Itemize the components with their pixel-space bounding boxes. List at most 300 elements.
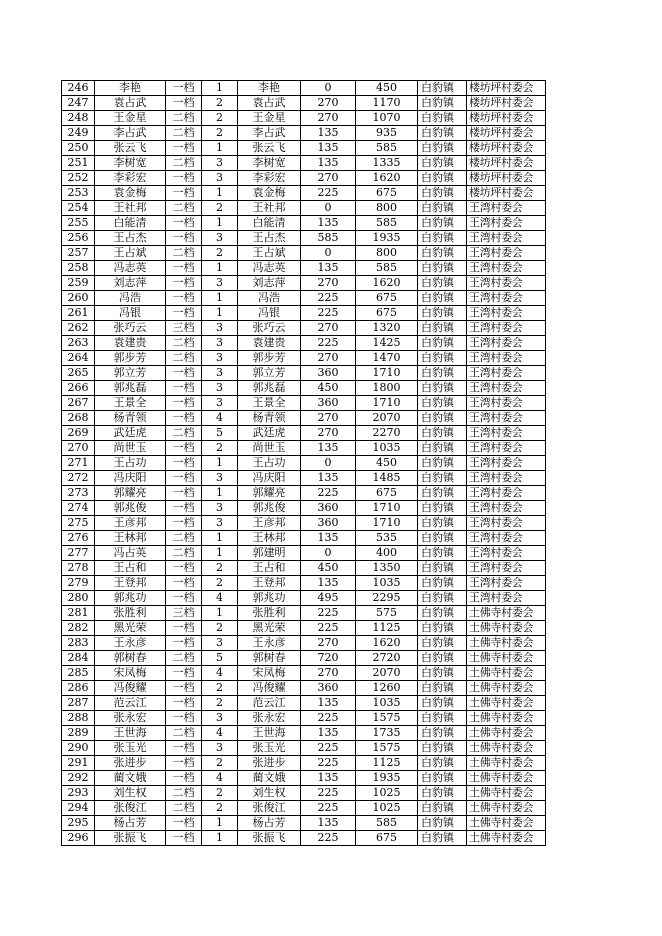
table-row [62, 216, 546, 231]
town-cell: 白豹镇 [418, 711, 467, 726]
table-row [62, 471, 546, 486]
member-count-cell: 1 [202, 456, 238, 471]
town-cell: 白豹镇 [418, 591, 467, 606]
member-count-cell: 2 [202, 201, 238, 216]
village-committee-cell: 王湾村委会 [467, 366, 546, 381]
extra-amount-cell: 0 [301, 546, 356, 561]
village-committee-cell: 楼坊坪村委会 [467, 186, 546, 201]
recipient-name-cell: 宋凤梅 [238, 666, 301, 681]
extra-amount-cell: 360 [301, 516, 356, 531]
tier-cell: 二档 [166, 546, 202, 561]
extra-amount-cell: 225 [301, 711, 356, 726]
extra-amount-cell: 450 [301, 381, 356, 396]
table-row [62, 426, 546, 441]
member-count-cell: 5 [202, 426, 238, 441]
town-cell: 白豹镇 [418, 576, 467, 591]
total-amount-cell: 1260 [356, 681, 418, 696]
household-head-cell: 王金星 [95, 111, 166, 126]
member-count-cell: 3 [202, 351, 238, 366]
table-row [62, 696, 546, 711]
tier-cell: 一档 [166, 741, 202, 756]
member-count-cell: 3 [202, 636, 238, 651]
town-cell: 白豹镇 [418, 696, 467, 711]
household-head-cell: 宋凤梅 [95, 666, 166, 681]
tier-cell: 一档 [166, 141, 202, 156]
table-row [62, 516, 546, 531]
member-count-cell: 1 [202, 831, 238, 846]
member-count-cell: 3 [202, 366, 238, 381]
recipient-name-cell: 冯志英 [238, 261, 301, 276]
extra-amount-cell: 0 [301, 456, 356, 471]
tier-cell: 一档 [166, 291, 202, 306]
member-count-cell: 2 [202, 96, 238, 111]
total-amount-cell: 1710 [356, 366, 418, 381]
extra-amount-cell: 270 [301, 636, 356, 651]
village-committee-cell: 楼坊坪村委会 [467, 111, 546, 126]
member-count-cell: 1 [202, 81, 238, 96]
tier-cell: 二档 [166, 336, 202, 351]
table-row [62, 456, 546, 471]
village-committee-cell: 王湾村委会 [467, 216, 546, 231]
table-row [62, 591, 546, 606]
row-number-cell: 273 [62, 486, 95, 501]
total-amount-cell: 2270 [356, 426, 418, 441]
extra-amount-cell: 720 [301, 651, 356, 666]
table-row [62, 786, 546, 801]
total-amount-cell: 1620 [356, 276, 418, 291]
town-cell: 白豹镇 [418, 291, 467, 306]
table-row [62, 621, 546, 636]
tier-cell: 二档 [166, 426, 202, 441]
town-cell: 白豹镇 [418, 681, 467, 696]
extra-amount-cell: 225 [301, 336, 356, 351]
village-committee-cell: 王湾村委会 [467, 576, 546, 591]
extra-amount-cell: 270 [301, 111, 356, 126]
recipient-name-cell: 王彦邦 [238, 516, 301, 531]
recipient-name-cell: 张进步 [238, 756, 301, 771]
table-row [62, 336, 546, 351]
member-count-cell: 3 [202, 171, 238, 186]
recipient-name-cell: 蔺文娥 [238, 771, 301, 786]
row-number-cell: 277 [62, 546, 95, 561]
row-number-cell: 256 [62, 231, 95, 246]
town-cell: 白豹镇 [418, 471, 467, 486]
row-number-cell: 286 [62, 681, 95, 696]
tier-cell: 一档 [166, 816, 202, 831]
member-count-cell: 2 [202, 111, 238, 126]
recipient-name-cell: 王占杰 [238, 231, 301, 246]
table-row [62, 306, 546, 321]
extra-amount-cell: 270 [301, 276, 356, 291]
tier-cell: 二档 [166, 111, 202, 126]
village-committee-cell: 王湾村委会 [467, 231, 546, 246]
member-count-cell: 2 [202, 561, 238, 576]
extra-amount-cell: 135 [301, 441, 356, 456]
tier-cell: 二档 [166, 726, 202, 741]
row-number-cell: 284 [62, 651, 95, 666]
total-amount-cell: 675 [356, 291, 418, 306]
total-amount-cell: 800 [356, 201, 418, 216]
table-row [62, 111, 546, 126]
household-head-cell: 李占武 [95, 126, 166, 141]
tier-cell: 一档 [166, 636, 202, 651]
total-amount-cell: 585 [356, 141, 418, 156]
row-number-cell: 270 [62, 441, 95, 456]
household-head-cell: 李彩宏 [95, 171, 166, 186]
total-amount-cell: 585 [356, 216, 418, 231]
village-committee-cell: 土佛寺村委会 [467, 726, 546, 741]
village-committee-cell: 王湾村委会 [467, 456, 546, 471]
tier-cell: 二档 [166, 651, 202, 666]
town-cell: 白豹镇 [418, 201, 467, 216]
tier-cell: 一档 [166, 96, 202, 111]
household-head-cell: 郭耀亮 [95, 486, 166, 501]
row-number-cell: 280 [62, 591, 95, 606]
tier-cell: 一档 [166, 186, 202, 201]
table-row [62, 606, 546, 621]
recipient-name-cell: 刘生权 [238, 786, 301, 801]
village-committee-cell: 土佛寺村委会 [467, 666, 546, 681]
extra-amount-cell: 135 [301, 696, 356, 711]
row-number-cell: 290 [62, 741, 95, 756]
recipient-name-cell: 杨占芳 [238, 816, 301, 831]
tier-cell: 一档 [166, 441, 202, 456]
town-cell: 白豹镇 [418, 831, 467, 846]
town-cell: 白豹镇 [418, 381, 467, 396]
village-committee-cell: 王湾村委会 [467, 261, 546, 276]
extra-amount-cell: 225 [301, 621, 356, 636]
row-number-cell: 282 [62, 621, 95, 636]
extra-amount-cell: 225 [301, 756, 356, 771]
household-head-cell: 郭兆功 [95, 591, 166, 606]
tier-cell: 一档 [166, 756, 202, 771]
town-cell: 白豹镇 [418, 351, 467, 366]
tier-cell: 二档 [166, 156, 202, 171]
row-number-cell: 278 [62, 561, 95, 576]
household-head-cell: 尚世玉 [95, 441, 166, 456]
table-row [62, 756, 546, 771]
total-amount-cell: 1335 [356, 156, 418, 171]
table-row [62, 186, 546, 201]
member-count-cell: 1 [202, 261, 238, 276]
household-head-cell: 张胜利 [95, 606, 166, 621]
member-count-cell: 2 [202, 786, 238, 801]
tier-cell: 二档 [166, 531, 202, 546]
tier-cell: 二档 [166, 246, 202, 261]
row-number-cell: 291 [62, 756, 95, 771]
member-count-cell: 2 [202, 621, 238, 636]
table-row [62, 276, 546, 291]
row-number-cell: 259 [62, 276, 95, 291]
total-amount-cell: 450 [356, 456, 418, 471]
total-amount-cell: 1035 [356, 696, 418, 711]
household-head-cell: 冯庆阳 [95, 471, 166, 486]
extra-amount-cell: 135 [301, 126, 356, 141]
tier-cell: 三档 [166, 321, 202, 336]
town-cell: 白豹镇 [418, 186, 467, 201]
village-committee-cell: 王湾村委会 [467, 516, 546, 531]
village-committee-cell: 土佛寺村委会 [467, 681, 546, 696]
household-head-cell: 袁占武 [95, 96, 166, 111]
table-row [62, 576, 546, 591]
table-row [62, 171, 546, 186]
total-amount-cell: 675 [356, 306, 418, 321]
member-count-cell: 2 [202, 756, 238, 771]
table-row [62, 831, 546, 846]
town-cell: 白豹镇 [418, 606, 467, 621]
village-committee-cell: 王湾村委会 [467, 486, 546, 501]
village-committee-cell: 王湾村委会 [467, 336, 546, 351]
recipient-name-cell: 王占功 [238, 456, 301, 471]
total-amount-cell: 1710 [356, 501, 418, 516]
household-head-cell: 王占和 [95, 561, 166, 576]
total-amount-cell: 675 [356, 486, 418, 501]
table-row [62, 636, 546, 651]
recipient-name-cell: 杨青领 [238, 411, 301, 426]
tier-cell: 一档 [166, 171, 202, 186]
household-head-cell: 杨青领 [95, 411, 166, 426]
tier-cell: 一档 [166, 471, 202, 486]
member-count-cell: 3 [202, 516, 238, 531]
total-amount-cell: 2295 [356, 591, 418, 606]
recipient-name-cell: 郭步芳 [238, 351, 301, 366]
tier-cell: 二档 [166, 801, 202, 816]
total-amount-cell: 935 [356, 126, 418, 141]
household-head-cell: 郭兆俊 [95, 501, 166, 516]
village-committee-cell: 土佛寺村委会 [467, 801, 546, 816]
town-cell: 白豹镇 [418, 501, 467, 516]
roster-table [61, 80, 546, 846]
member-count-cell: 2 [202, 681, 238, 696]
recipient-name-cell: 王世海 [238, 726, 301, 741]
household-head-cell: 郭树春 [95, 651, 166, 666]
household-head-cell: 黑光荣 [95, 621, 166, 636]
household-head-cell: 郭兆磊 [95, 381, 166, 396]
total-amount-cell: 1035 [356, 441, 418, 456]
village-committee-cell: 王湾村委会 [467, 561, 546, 576]
row-number-cell: 253 [62, 186, 95, 201]
row-number-cell: 263 [62, 336, 95, 351]
village-committee-cell: 王湾村委会 [467, 351, 546, 366]
extra-amount-cell: 360 [301, 501, 356, 516]
row-number-cell: 264 [62, 351, 95, 366]
household-head-cell: 冯银 [95, 306, 166, 321]
village-committee-cell: 王湾村委会 [467, 201, 546, 216]
recipient-name-cell: 李艳 [238, 81, 301, 96]
member-count-cell: 2 [202, 246, 238, 261]
member-count-cell: 2 [202, 696, 238, 711]
recipient-name-cell: 冯银 [238, 306, 301, 321]
extra-amount-cell: 135 [301, 156, 356, 171]
household-head-cell: 郭立芳 [95, 366, 166, 381]
tier-cell: 三档 [166, 606, 202, 621]
total-amount-cell: 1710 [356, 396, 418, 411]
table-row [62, 651, 546, 666]
extra-amount-cell: 270 [301, 321, 356, 336]
recipient-name-cell: 李树宽 [238, 156, 301, 171]
member-count-cell: 1 [202, 291, 238, 306]
total-amount-cell: 1320 [356, 321, 418, 336]
recipient-name-cell: 郭兆俊 [238, 501, 301, 516]
table-row [62, 801, 546, 816]
table-row [62, 396, 546, 411]
household-head-cell: 张玉光 [95, 741, 166, 756]
recipient-name-cell: 袁建贵 [238, 336, 301, 351]
member-count-cell: 4 [202, 666, 238, 681]
total-amount-cell: 1025 [356, 786, 418, 801]
recipient-name-cell: 王金星 [238, 111, 301, 126]
tier-cell: 一档 [166, 396, 202, 411]
total-amount-cell: 1350 [356, 561, 418, 576]
extra-amount-cell: 225 [301, 786, 356, 801]
table-row [62, 561, 546, 576]
recipient-name-cell: 冯浩 [238, 291, 301, 306]
row-number-cell: 288 [62, 711, 95, 726]
table-row [62, 126, 546, 141]
member-count-cell: 3 [202, 471, 238, 486]
village-committee-cell: 楼坊坪村委会 [467, 81, 546, 96]
member-count-cell: 3 [202, 741, 238, 756]
member-count-cell: 3 [202, 711, 238, 726]
row-number-cell: 255 [62, 216, 95, 231]
tier-cell: 一档 [166, 576, 202, 591]
village-committee-cell: 王湾村委会 [467, 246, 546, 261]
row-number-cell: 262 [62, 321, 95, 336]
total-amount-cell: 675 [356, 186, 418, 201]
member-count-cell: 5 [202, 651, 238, 666]
town-cell: 白豹镇 [418, 636, 467, 651]
household-head-cell: 袁金梅 [95, 186, 166, 201]
household-head-cell: 刘志萍 [95, 276, 166, 291]
village-committee-cell: 土佛寺村委会 [467, 651, 546, 666]
total-amount-cell: 450 [356, 81, 418, 96]
extra-amount-cell: 270 [301, 426, 356, 441]
table-row [62, 366, 546, 381]
member-count-cell: 3 [202, 336, 238, 351]
row-number-cell: 296 [62, 831, 95, 846]
row-number-cell: 254 [62, 201, 95, 216]
table-row [62, 771, 546, 786]
tier-cell: 一档 [166, 306, 202, 321]
recipient-name-cell: 王占斌 [238, 246, 301, 261]
town-cell: 白豹镇 [418, 456, 467, 471]
tier-cell: 一档 [166, 696, 202, 711]
member-count-cell: 1 [202, 306, 238, 321]
household-head-cell: 郭步芳 [95, 351, 166, 366]
recipient-name-cell: 张永宏 [238, 711, 301, 726]
total-amount-cell: 1425 [356, 336, 418, 351]
extra-amount-cell: 225 [301, 606, 356, 621]
village-committee-cell: 土佛寺村委会 [467, 816, 546, 831]
recipient-name-cell: 郭树春 [238, 651, 301, 666]
village-committee-cell: 土佛寺村委会 [467, 621, 546, 636]
extra-amount-cell: 360 [301, 396, 356, 411]
household-head-cell: 张振飞 [95, 831, 166, 846]
total-amount-cell: 1170 [356, 96, 418, 111]
recipient-name-cell: 郭耀亮 [238, 486, 301, 501]
village-committee-cell: 王湾村委会 [467, 471, 546, 486]
tier-cell: 一档 [166, 381, 202, 396]
recipient-name-cell: 郭兆磊 [238, 381, 301, 396]
row-number-cell: 248 [62, 111, 95, 126]
table-row [62, 501, 546, 516]
village-committee-cell: 王湾村委会 [467, 531, 546, 546]
recipient-name-cell: 袁占武 [238, 96, 301, 111]
extra-amount-cell: 225 [301, 186, 356, 201]
row-number-cell: 272 [62, 471, 95, 486]
extra-amount-cell: 135 [301, 141, 356, 156]
total-amount-cell: 1575 [356, 741, 418, 756]
extra-amount-cell: 225 [301, 741, 356, 756]
total-amount-cell: 2070 [356, 666, 418, 681]
village-committee-cell: 土佛寺村委会 [467, 606, 546, 621]
village-committee-cell: 楼坊坪村委会 [467, 126, 546, 141]
member-count-cell: 3 [202, 321, 238, 336]
town-cell: 白豹镇 [418, 306, 467, 321]
recipient-name-cell: 王景全 [238, 396, 301, 411]
table-row [62, 231, 546, 246]
total-amount-cell: 400 [356, 546, 418, 561]
total-amount-cell: 1125 [356, 621, 418, 636]
household-head-cell: 张进步 [95, 756, 166, 771]
tier-cell: 一档 [166, 711, 202, 726]
tier-cell: 一档 [166, 771, 202, 786]
extra-amount-cell: 360 [301, 366, 356, 381]
village-committee-cell: 土佛寺村委会 [467, 696, 546, 711]
table-row [62, 381, 546, 396]
total-amount-cell: 1620 [356, 636, 418, 651]
extra-amount-cell: 225 [301, 831, 356, 846]
member-count-cell: 1 [202, 186, 238, 201]
recipient-name-cell: 李彩宏 [238, 171, 301, 186]
table-row [62, 546, 546, 561]
town-cell: 白豹镇 [418, 816, 467, 831]
extra-amount-cell: 270 [301, 351, 356, 366]
member-count-cell: 4 [202, 591, 238, 606]
row-number-cell: 292 [62, 771, 95, 786]
table-row [62, 246, 546, 261]
town-cell: 白豹镇 [418, 756, 467, 771]
total-amount-cell: 1485 [356, 471, 418, 486]
tier-cell: 一档 [166, 561, 202, 576]
village-committee-cell: 土佛寺村委会 [467, 771, 546, 786]
total-amount-cell: 1935 [356, 231, 418, 246]
village-committee-cell: 王湾村委会 [467, 591, 546, 606]
row-number-cell: 265 [62, 366, 95, 381]
village-committee-cell: 王湾村委会 [467, 321, 546, 336]
recipient-name-cell: 武廷虎 [238, 426, 301, 441]
household-head-cell: 李艳 [95, 81, 166, 96]
recipient-name-cell: 郭建明 [238, 546, 301, 561]
village-committee-cell: 楼坊坪村委会 [467, 171, 546, 186]
household-head-cell: 王社邦 [95, 201, 166, 216]
total-amount-cell: 1070 [356, 111, 418, 126]
row-number-cell: 250 [62, 141, 95, 156]
recipient-name-cell: 王登邦 [238, 576, 301, 591]
total-amount-cell: 1935 [356, 771, 418, 786]
row-number-cell: 274 [62, 501, 95, 516]
total-amount-cell: 1470 [356, 351, 418, 366]
tier-cell: 一档 [166, 366, 202, 381]
row-number-cell: 247 [62, 96, 95, 111]
row-number-cell: 269 [62, 426, 95, 441]
total-amount-cell: 585 [356, 816, 418, 831]
household-head-cell: 王占斌 [95, 246, 166, 261]
town-cell: 白豹镇 [418, 321, 467, 336]
town-cell: 白豹镇 [418, 276, 467, 291]
row-number-cell: 281 [62, 606, 95, 621]
table-row [62, 96, 546, 111]
